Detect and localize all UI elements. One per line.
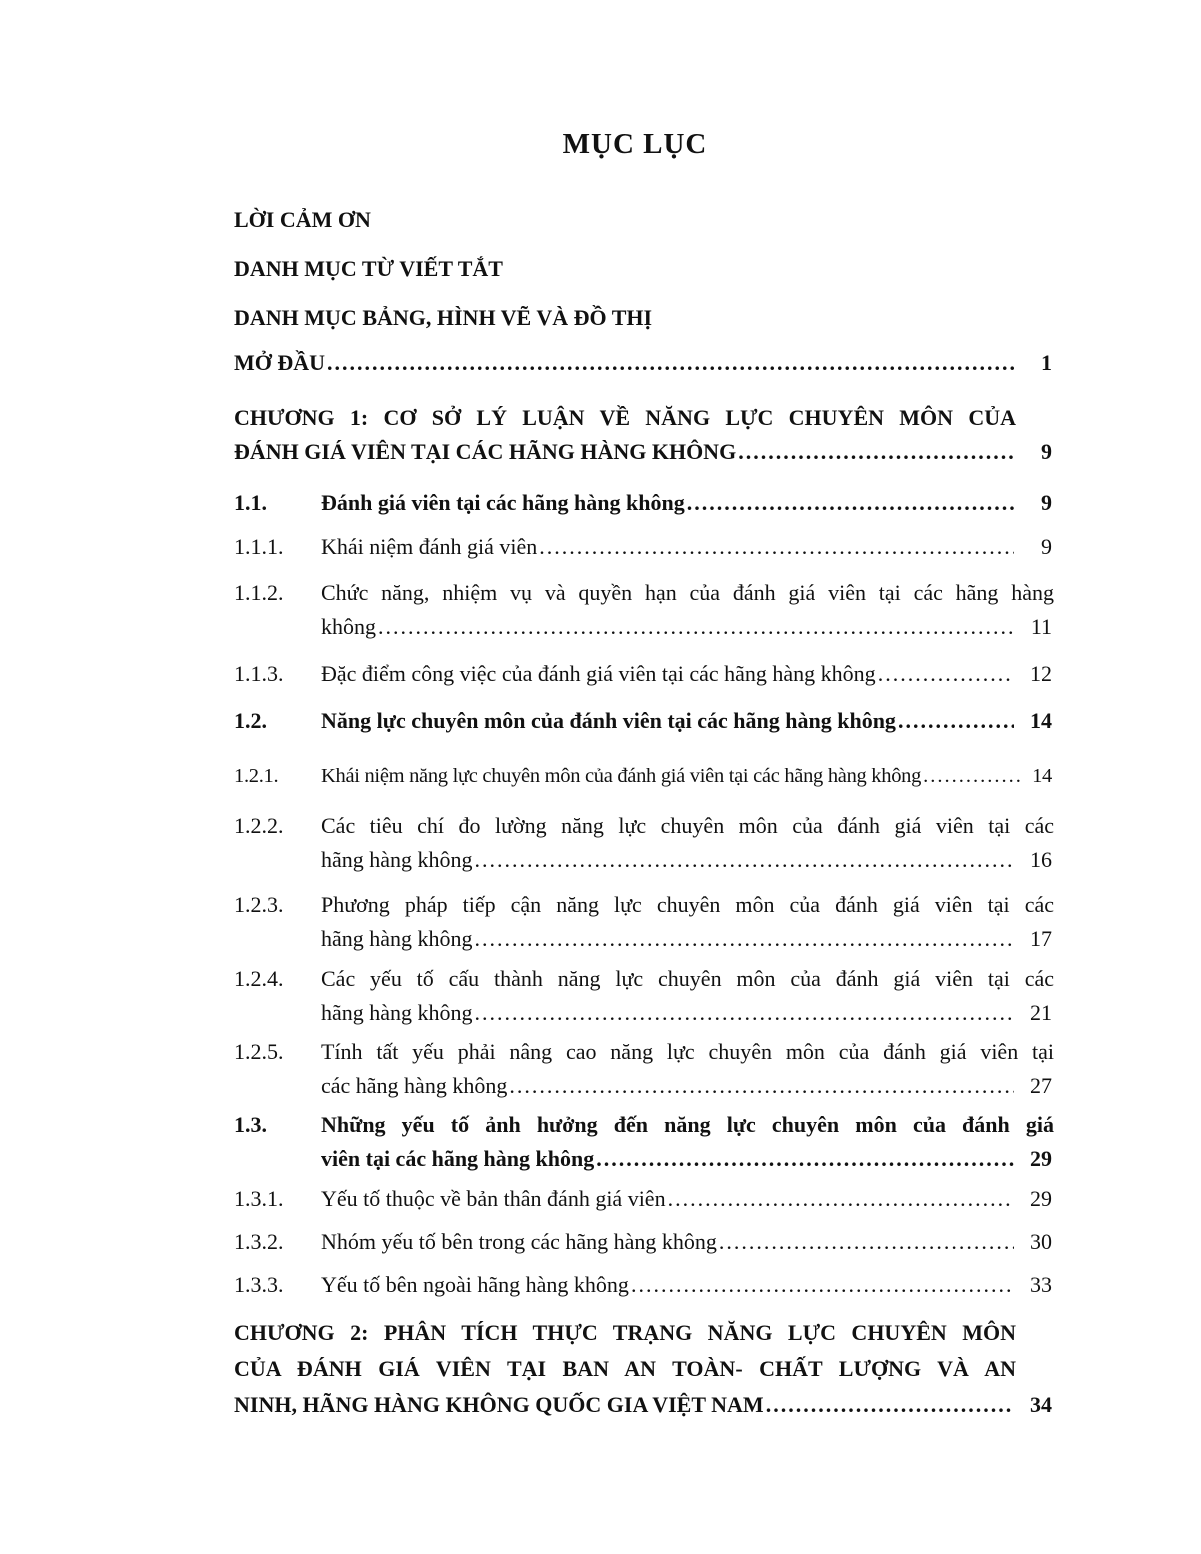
toc-page-number: 9 (1041, 534, 1052, 559)
chapter-heading-line: CỦA ĐÁNH GIÁ VIÊN TẠI BAN AN TOÀN- CHẤT LƯỢNG VÀ AN (234, 1356, 1016, 1381)
toc-entry-line: Các tiêu chí đo lường năng lực chuyên môn của đánh giá viên tại các (321, 813, 1054, 838)
toc-entry-1-2 (234, 704, 1054, 738)
toc-entry-text: Đánh giá viên tại các hãng hàng không (321, 490, 685, 515)
toc-entry-text: các hãng hàng không (321, 1073, 508, 1098)
dot-leader (509, 1069, 1014, 1103)
dot-leader (475, 922, 1014, 956)
section-number: 1.2.4. (234, 966, 284, 991)
toc-entry-1-2-1 (234, 759, 1054, 793)
toc-entry-1-1-1 (234, 530, 1054, 564)
dot-leader (898, 704, 1014, 738)
toc-page-number: 12 (1030, 661, 1052, 686)
toc-entry-1-2-5 (234, 1035, 1054, 1103)
toc-entry-1-3 (234, 1108, 1054, 1176)
dot-leader (719, 1225, 1014, 1259)
section-number: 1.3.2. (234, 1229, 284, 1254)
chapter-heading-line: CHƯƠNG 2: PHÂN TÍCH THỰC TRẠNG NĂNG LỰC CHUYÊN MÔN (234, 1320, 1016, 1345)
toc-entry-line: Các yếu tố cấu thành năng lực chuyên môn của đánh giá viên tại các (321, 966, 1054, 991)
toc-entry-line: Phương pháp tiếp cận năng lực chuyên môn của đánh giá viên tại các (321, 892, 1054, 917)
dot-leader (766, 1388, 1014, 1422)
dot-leader (327, 346, 1014, 380)
toc-page-number: 33 (1030, 1272, 1052, 1297)
dot-leader (596, 1142, 1014, 1176)
dot-leader (378, 610, 1014, 644)
toc-entry-text: viên tại các hãng hàng không (321, 1146, 595, 1171)
toc-chapter-2 (234, 1316, 1054, 1422)
toc-page-number: 9 (1041, 490, 1052, 515)
dot-leader (687, 486, 1014, 520)
section-number: 1.3.1. (234, 1186, 284, 1211)
page-title: MỤC LỤC (562, 128, 708, 160)
dot-leader (631, 1268, 1014, 1302)
dot-leader (475, 843, 1014, 877)
section-number: 1.2.1. (234, 765, 279, 787)
toc-entry-text: Nhóm yếu tố bên trong các hãng hàng không (321, 1229, 717, 1254)
dot-leader (539, 530, 1014, 564)
chapter-heading-line: NINH, HÃNG HÀNG KHÔNG QUỐC GIA VIỆT NAM (234, 1392, 764, 1417)
toc-page-number: 11 (1030, 614, 1052, 639)
toc-page-number: 30 (1030, 1229, 1052, 1254)
toc-entry-1-2-2 (234, 809, 1054, 877)
section-number: 1.1. (234, 490, 267, 515)
toc-entry-1-2-4 (234, 962, 1054, 1030)
section-number: 1.1.3. (234, 661, 284, 686)
section-number: 1.2.3. (234, 892, 284, 917)
toc-page-number: 29 (1030, 1186, 1052, 1211)
toc-front-loi-cam-on (234, 203, 1054, 237)
toc-entry-1-1-3 (234, 657, 1054, 691)
toc-entry-mo-dau (234, 346, 1054, 380)
toc-entry-text: Đặc điểm công việc của đánh giá viên tại các hãng hàng không (321, 661, 876, 686)
dot-leader (475, 996, 1014, 1030)
toc-page-number: 21 (1030, 1000, 1052, 1025)
section-number: 1.2. (234, 708, 267, 733)
toc-front-label: DANH MỤC TỪ VIẾT TẮT (234, 256, 503, 281)
toc-entry-line: Những yếu tố ảnh hưởng đến năng lực chuyên môn của đánh giá (321, 1112, 1054, 1137)
toc-page-number: 16 (1030, 847, 1052, 872)
toc-entry-text: hãng hàng không (321, 926, 473, 951)
toc-page-number: 34 (1030, 1392, 1052, 1417)
toc-entry-line: Tính tất yếu phải nâng cao năng lực chuyên môn của đánh giá viên tại (321, 1039, 1054, 1064)
section-number: 1.3. (234, 1112, 267, 1137)
toc-page-number: 14 (1030, 708, 1052, 733)
toc-entry-text: Yếu tố bên ngoài hãng hàng không (321, 1272, 629, 1297)
toc-front-label: DANH MỤC BẢNG, HÌNH VẼ VÀ ĐỒ THỊ (234, 305, 653, 330)
section-number: 1.1.1. (234, 534, 284, 559)
toc-page-number: 9 (1041, 439, 1052, 464)
toc-front-danh-muc-tu-viet-tat (234, 252, 1054, 286)
chapter-heading-line: CHƯƠNG 1: CƠ SỞ LÝ LUẬN VỀ NĂNG LỰC CHUYÊN MÔN CỦA (234, 405, 1016, 430)
section-number: 1.2.2. (234, 813, 284, 838)
toc-entry-line: Chức năng, nhiệm vụ và quyền hạn của đánh giá viên tại các hãng hàng (321, 580, 1054, 605)
toc-entry-text: hãng hàng không (321, 847, 473, 872)
dot-leader (923, 759, 1020, 793)
toc-page-number: 29 (1030, 1146, 1052, 1171)
dot-leader (878, 657, 1014, 691)
chapter-heading-line: ĐÁNH GIÁ VIÊN TẠI CÁC HÃNG HÀNG KHÔNG (234, 439, 737, 464)
toc-page-number: 1 (1041, 350, 1052, 375)
toc-entry-1-1-2 (234, 576, 1054, 644)
toc-entry-text: Khái niệm năng lực chuyên môn của đánh giá viên tại các hãng hàng không (321, 765, 922, 787)
section-number: 1.1.2. (234, 580, 284, 605)
dot-leader (668, 1182, 1014, 1216)
toc-entry-text: Yếu tố thuộc về bản thân đánh giá viên (321, 1186, 666, 1211)
toc-entry-1-3-1 (234, 1182, 1054, 1216)
toc-front-danh-muc-bang (234, 301, 1054, 335)
toc-page-number: 17 (1030, 926, 1052, 951)
toc-entry-text: Khái niệm đánh giá viên (321, 534, 538, 559)
toc-entry-1-2-3 (234, 888, 1054, 956)
toc-entry-text: không (321, 614, 376, 639)
toc-page-number: 27 (1030, 1073, 1052, 1098)
toc-entry-1-3-2 (234, 1225, 1054, 1259)
toc-entry-1-1 (234, 486, 1054, 520)
toc-entry-text: Năng lực chuyên môn của đánh viên tại các hãng hàng không (321, 708, 896, 733)
section-number: 1.3.3. (234, 1272, 284, 1297)
toc-entry-1-3-3 (234, 1268, 1054, 1302)
toc-chapter-1 (234, 401, 1054, 469)
toc-entry-text: hãng hàng không (321, 1000, 473, 1025)
toc-front-label: LỜI CẢM ƠN (234, 207, 371, 232)
toc-entry-text: MỞ ĐẦU (234, 350, 326, 375)
section-number: 1.2.5. (234, 1039, 284, 1064)
toc-page-number: 14 (1032, 765, 1052, 787)
dot-leader (738, 435, 1014, 469)
